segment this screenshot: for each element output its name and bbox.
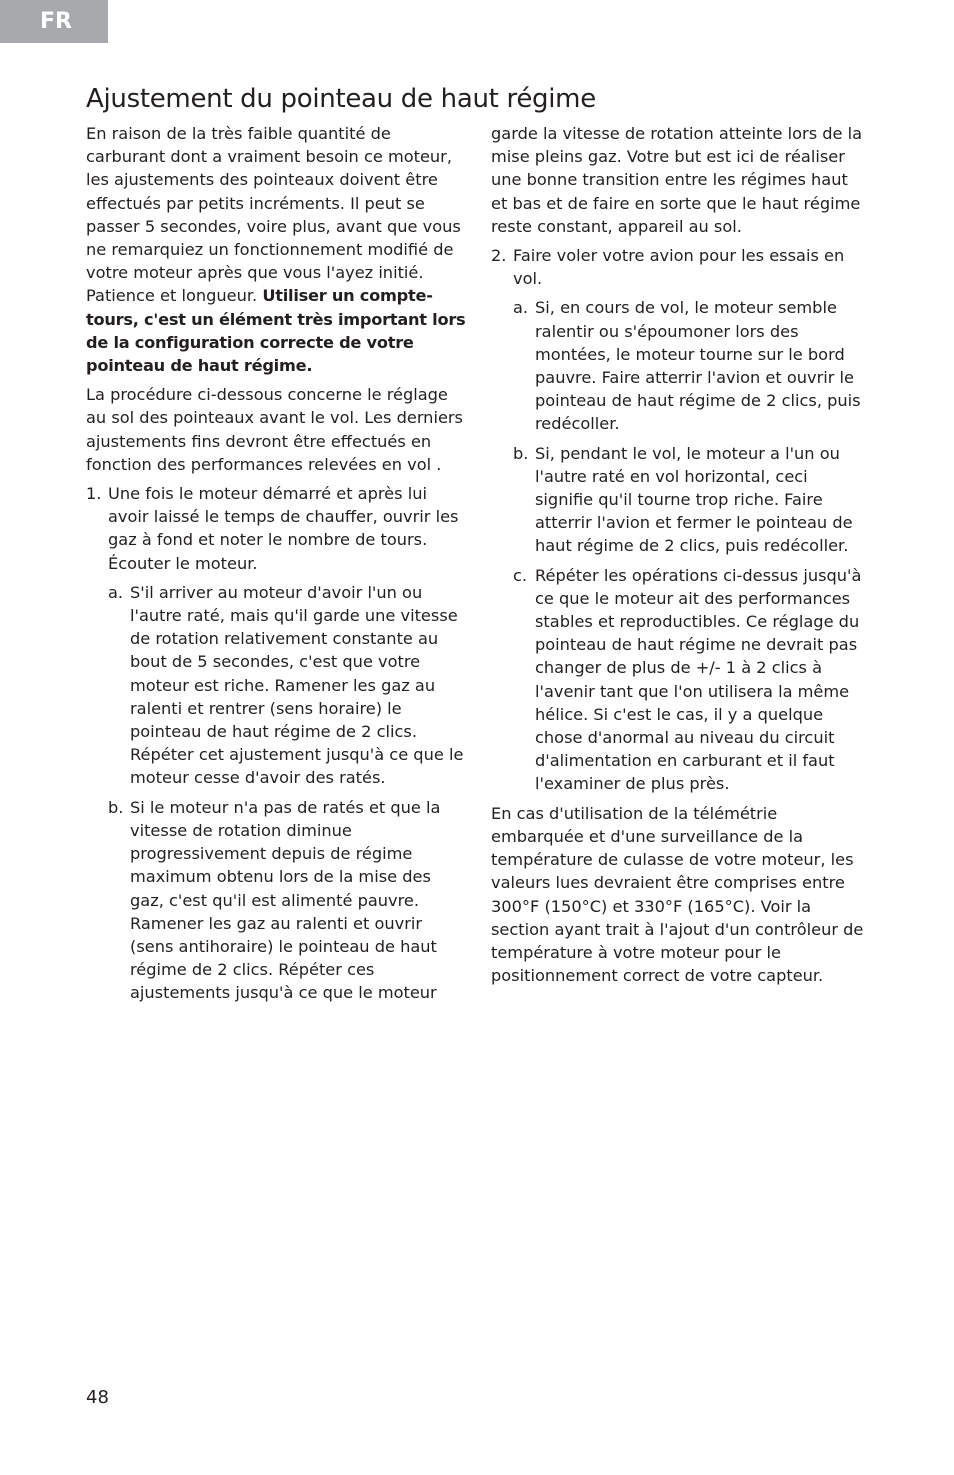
substep-marker: c. (513, 565, 528, 585)
substep-marker: a. (108, 582, 124, 602)
step-1 (86, 482, 468, 575)
substep-text: Si le moteur n'a pas de ratés et que la vitesse de rotation diminue progressivement depuis de régime maximum obtenu lors de la mise des gaz, c'est qu'il est alimenté pauvre. Ramener les gaz au ralenti et ouvrir (sens antihoraire) le pointeau de haut régime de 2 clics. Répéter ces ajustements jusqu'à ce que le moteur (130, 797, 441, 1003)
substep-marker: b. (513, 443, 529, 463)
substep-text: Si, pendant le vol, le moteur a l'un ou l'autre raté en vol horizontal, ceci signifie qu'il tourne trop riche. Faire atterrir l'avion et fermer le pointeau de haut régime de 2 clics, puis redécoller. (535, 443, 853, 556)
intro-bold-text: Utiliser un compte-tours, c'est un élément très important lors de la configuration correcte de votre pointeau de haut régime. (86, 286, 466, 376)
page-title: Ajustement du pointeau de haut régime (86, 84, 596, 114)
right-column (491, 122, 867, 987)
step-text: Une fois le moteur démarré et après lui avoir laissé le temps de chauffer, ouvrir les gaz à fond et noter le nombre de tours. Écouter le moteur. (108, 484, 459, 573)
step-2 (491, 244, 867, 290)
substep-marker: b. (108, 797, 124, 817)
intro-text: En raison de la très faible quantité de carburant dont a vraiment besoin ce moteur, les ajustements des pointeaux doivent être effectués par petits incréments. Il peut se passer 5 secondes, voire plus, avant que vous ne remarquiez un fonctionnement modifié de votre moteur après que vous l'ayez initié. Patience et longueur. (86, 124, 461, 306)
procedure-paragraph: La procédure ci-dessous concerne le réglage au sol des pointeaux avant le vol. Les derniers ajustements fins devront être effectués en fonction des performances relevées en vol . (86, 385, 463, 474)
step-1a (108, 581, 468, 790)
step-2a (513, 296, 867, 435)
telemetry-paragraph: En cas d'utilisation de la télémétrie embarquée et d'une surveillance de la température de culasse de votre moteur, les valeurs lues devraient être comprises entre 300°F (150°C) et 330°F (165°C). Voir la section ayant trait à l'ajout d'un contrôleur de température à votre moteur pour le positionnement correct de votre capteur. (491, 803, 864, 986)
left-column (86, 122, 468, 1005)
step-2b (513, 442, 867, 558)
step-marker: 1. (86, 484, 102, 504)
step-marker: 2. (491, 246, 507, 266)
substep-text: Si, en cours de vol, le moteur semble ralentir ou s'époumoner lors des montées, le moteur tourne sur le bord pauvre. Faire atterrir l'avion et ouvrir le pointeau de haut régime de 2 clics, puis redécoller. (535, 298, 861, 434)
step-1b (108, 796, 468, 1005)
intro-paragraph (86, 122, 468, 377)
language-tab: FR (0, 0, 108, 43)
step-text: Faire voler votre avion pour les essais en vol. (513, 246, 845, 289)
step-2c (513, 564, 867, 796)
substep-marker: a. (513, 298, 529, 318)
substep-text: S'il arriver au moteur d'avoir l'un ou l'autre raté, mais qu'il garde une vitesse de rotation relativement constante au bout de 5 secondes, c'est que votre moteur est riche. Ramener les gaz au ralenti et rentrer (sens horaire) le pointeau de haut régime de 2 clics. Répéter cet ajustement jusqu'à ce que le moteur cesse d'avoir des ratés. (130, 582, 464, 788)
step-1b-continuation: garde la vitesse de rotation atteinte lors de la mise pleins gaz. Votre but est ici de réaliser une bonne transition entre les régimes haut et bas et de faire en sorte que le haut régime reste constant, appareil au sol. (491, 124, 863, 236)
substep-text: Répéter les opérations ci-dessus jusqu'à ce que le moteur ait des performances stables et reproductibles. Ce réglage du pointeau de haut régime ne devrait pas changer de plus de +/- 1 à 2 clics à l'avenir tant que l'on utilisera la même hélice. Si c'est le cas, il y a quelque chose d'anormal au niveau du circuit d'alimentation en carburant et il faut l'examiner de plus près. (535, 565, 862, 794)
page-number: 48 (86, 1387, 109, 1408)
